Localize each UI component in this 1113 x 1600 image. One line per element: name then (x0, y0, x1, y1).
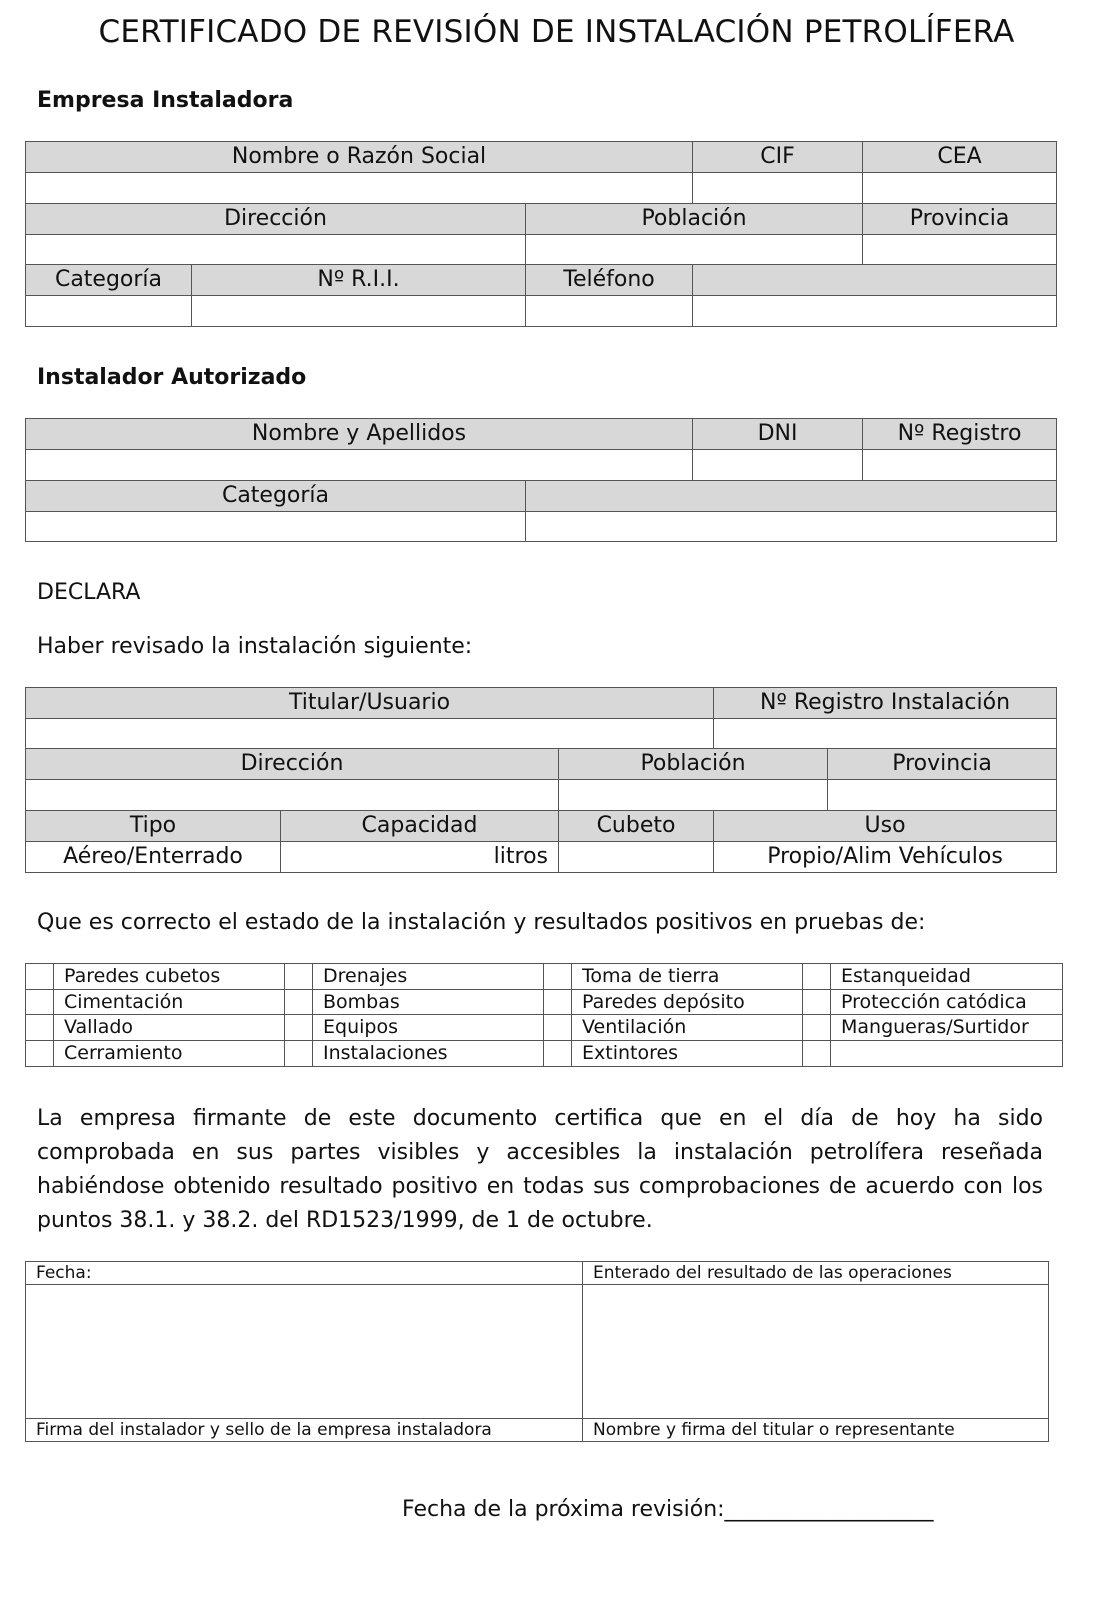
empresa-poblacion-field[interactable] (526, 235, 863, 265)
checkbox[interactable] (285, 990, 313, 1015)
section-instalador-heading: Instalador Autorizado (37, 365, 307, 390)
checkbox[interactable] (803, 964, 831, 990)
instalacion-cubeto-label: Cubeto (559, 811, 714, 842)
haber-revisado-text: Haber revisado la instalación siguiente: (37, 634, 473, 659)
instalador-table (25, 418, 1057, 542)
check-label: Instalaciones (313, 1041, 544, 1067)
empresa-cif-label: CIF (693, 142, 863, 173)
checkbox[interactable] (285, 1015, 313, 1041)
checkbox[interactable] (544, 1015, 572, 1041)
empresa-categoria-label: Categoría (26, 265, 192, 296)
empresa-blank-field[interactable] (693, 296, 1057, 327)
empresa-blank-header (693, 265, 1057, 296)
check-label: Protección catódica (831, 990, 1063, 1015)
empresa-poblacion-label: Población (526, 204, 863, 235)
check-label: Toma de tierra (572, 964, 803, 990)
proxima-revision-line[interactable]: Fecha de la próxima revisión:___________________ (402, 1497, 934, 1522)
check-label: Estanqueidad (831, 964, 1063, 990)
firma-instalador-label: Firma del instalador y sello de la empresa instaladora (26, 1419, 583, 1442)
instalador-nombre-field[interactable] (26, 450, 693, 481)
section-empresa-heading: Empresa Instaladora (37, 88, 294, 113)
empresa-nombre-field[interactable] (26, 173, 693, 204)
instalacion-provincia-field[interactable] (828, 780, 1057, 811)
check-label (831, 1041, 1063, 1067)
instalacion-registro-field[interactable] (714, 719, 1057, 749)
empresa-direccion-label: Dirección (26, 204, 526, 235)
empresa-provincia-label: Provincia (863, 204, 1057, 235)
checkbox[interactable] (26, 990, 54, 1015)
instalador-registro-label: Nº Registro (863, 419, 1057, 450)
empresa-cea-field[interactable] (863, 173, 1057, 204)
fecha-label: Fecha: (26, 1262, 583, 1285)
check-label: Equipos (313, 1015, 544, 1041)
enterado-label: Enterado del resultado de las operaciones (583, 1262, 1049, 1285)
certification-paragraph: La empresa firmante de este documento certifica que en el día de hoy ha sido comprobada en sus partes visibles y accesibles la instalación petrolífera reseñada habiéndose obtenido resultado positivo en todas sus comprobaciones de acuerdo con los puntos 38.1. y 38.2. del RD1523/1999, de 1 de octubre. (37, 1106, 1043, 1233)
instalacion-uso-field[interactable]: Propio/Alim Vehículos (714, 842, 1057, 873)
checkbox[interactable] (803, 990, 831, 1015)
check-label: Bombas (313, 990, 544, 1015)
check-label: Drenajes (313, 964, 544, 990)
instalacion-capacidad-label: Capacidad (281, 811, 559, 842)
instalacion-registro-label: Nº Registro Instalación (714, 688, 1057, 719)
instalador-categoria-label: Categoría (26, 481, 526, 512)
instalador-dni-field[interactable] (693, 450, 863, 481)
signature-table (25, 1261, 1049, 1442)
instalacion-direccion-field[interactable] (26, 780, 559, 811)
empresa-categoria-field[interactable] (26, 296, 192, 327)
firma-titular-label: Nombre y firma del titular o representante (583, 1419, 1049, 1442)
que-es-correcto-text: Que es correcto el estado de la instalación y resultados positivos en pruebas de: (37, 910, 926, 935)
checkbox[interactable] (285, 964, 313, 990)
check-label: Vallado (54, 1015, 285, 1041)
instalador-blank-field[interactable] (526, 512, 1057, 542)
checkbox[interactable] (26, 964, 54, 990)
checkbox[interactable] (26, 1041, 54, 1067)
empresa-cif-field[interactable] (693, 173, 863, 204)
checkbox[interactable] (285, 1041, 313, 1067)
check-label: Ventilación (572, 1015, 803, 1041)
instalador-blank-header (526, 481, 1057, 512)
checkbox[interactable] (544, 964, 572, 990)
empresa-provincia-field[interactable] (863, 235, 1057, 265)
instalacion-titular-field[interactable] (26, 719, 714, 749)
instalacion-poblacion-label: Población (559, 749, 828, 780)
check-label: Extintores (572, 1041, 803, 1067)
checkbox[interactable] (544, 1041, 572, 1067)
instalacion-table (25, 687, 1057, 873)
empresa-rii-label: Nº R.I.I. (192, 265, 526, 296)
instalador-nombre-label: Nombre y Apellidos (26, 419, 693, 450)
empresa-table (25, 141, 1057, 327)
document-title: CERTIFICADO DE REVISIÓN DE INSTALACIÓN PETROLÍFERA (98, 14, 1015, 50)
declara-text: DECLARA (37, 580, 141, 605)
firma-instalador-area[interactable] (26, 1285, 583, 1419)
check-label: Cerramiento (54, 1041, 285, 1067)
instalacion-provincia-label: Provincia (828, 749, 1057, 780)
check-label: Paredes cubetos (54, 964, 285, 990)
empresa-direccion-field[interactable] (26, 235, 526, 265)
instalacion-uso-label: Uso (714, 811, 1057, 842)
checkbox[interactable] (803, 1015, 831, 1041)
empresa-nombre-label: Nombre o Razón Social (26, 142, 693, 173)
instalador-registro-field[interactable] (863, 450, 1057, 481)
instalador-dni-label: DNI (693, 419, 863, 450)
instalador-categoria-field[interactable] (26, 512, 526, 542)
instalacion-direccion-label: Dirección (26, 749, 559, 780)
empresa-telefono-field[interactable] (526, 296, 693, 327)
instalacion-tipo-label: Tipo (26, 811, 281, 842)
instalacion-poblacion-field[interactable] (559, 780, 828, 811)
checkbox[interactable] (544, 990, 572, 1015)
empresa-rii-field[interactable] (192, 296, 526, 327)
instalacion-tipo-field[interactable]: Aéreo/Enterrado (26, 842, 281, 873)
check-label: Mangueras/Surtidor (831, 1015, 1063, 1041)
empresa-telefono-label: Teléfono (526, 265, 693, 296)
instalacion-capacidad-field[interactable]: litros (281, 842, 559, 873)
checkbox[interactable] (803, 1041, 831, 1067)
pruebas-checklist (25, 963, 1063, 1067)
empresa-cea-label: CEA (863, 142, 1057, 173)
check-label: Cimentación (54, 990, 285, 1015)
instalacion-titular-label: Titular/Usuario (26, 688, 714, 719)
checkbox[interactable] (26, 1015, 54, 1041)
firma-titular-area[interactable] (583, 1285, 1049, 1419)
check-label: Paredes depósito (572, 990, 803, 1015)
instalacion-cubeto-field[interactable] (559, 842, 714, 873)
